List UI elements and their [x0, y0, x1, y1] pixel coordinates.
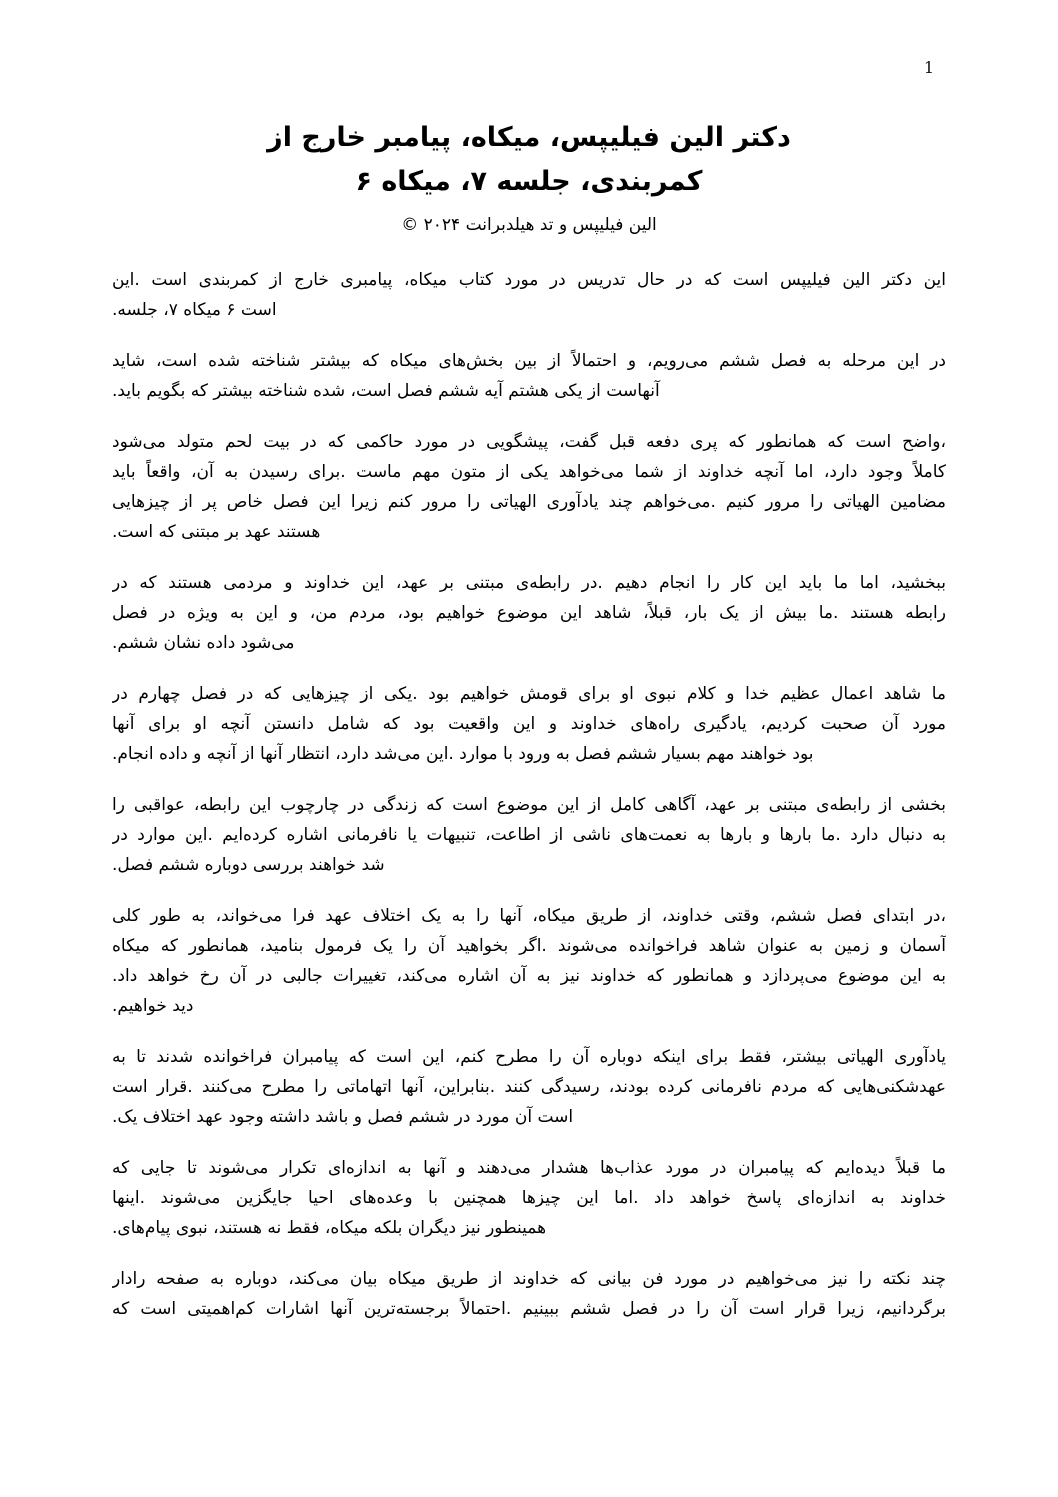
text-line: ببخشید، اما ما باید این کار را انجام دهیم .در رابطه‌ی مبتنی بر عهد، این خداوند و مردمی هستند که در [112, 573, 946, 593]
text-line: برگردانیم، زیرا قرار است آن را در فصل ششم ببینیم .احتمالاً برجسته‌ترین آنها اشارات کم‌اهمیتی است که [112, 1299, 946, 1319]
text-line: در این مرحله به فصل ششم می‌رویم، و احتمالاً از بین بخش‌های میکاه که بیشتر شناخته شده است، شاید [112, 351, 946, 371]
paragraph [112, 679, 946, 769]
text-line: کاملاً وجود دارد، اما آنچه خداوند از شما می‌خواهد یکی از متون مهم ماست .برای رسیدن به آن، واقعاً باید [112, 462, 946, 482]
text-line: یادآوری الهیاتی بیشتر، فقط برای اینکه دوباره آن را مطرح کنم، این است که پیامبران فراخوانده شدند تا به [112, 1047, 946, 1067]
text-line: به دنبال دارد .ما بارها و بارها به نعمت‌های ناشی از اطاعت، تنبیهات یا نافرمانی اشاره کرده‌ایم .این موارد در [112, 825, 946, 845]
text-line-last: است آن مورد در ششم فصل و باشد داشته وجود عهد اختلاف یک. [112, 1107, 574, 1127]
paragraph [112, 427, 946, 547]
text-line: عهدشکنی‌هایی که مردم نافرمانی کرده بودند، رسیدگی کنند .بنابراین، آنها اتهاماتی را مطرح می‌کنند .قرار است [112, 1077, 946, 1097]
text-line-last: دید خواهیم. [112, 996, 194, 1016]
byline-copyright: الین فیلیپس و تد هیلدبرانت ۲۰۲۴ © [401, 215, 657, 235]
content [112, 265, 946, 1324]
text-line: بخشی از رابطه‌ی مبتنی بر عهد، آگاهی کامل از این موضوع است که زندگی در چارچوب این رابطه، عواقبی را [112, 795, 946, 815]
text-line-last: است ۶ میکاه ۷، جلسه. [112, 300, 277, 320]
text-line: این دکتر الین فیلیپس است که در حال تدریس در مورد کتاب میکاه، پیامبری خارج از کمربندی است .این [112, 270, 946, 290]
text-line: چند نکته را نیز می‌خواهیم در مورد فن بیانی که خداوند از طریق میکاه بیان می‌کند، دوباره به صفحه رادار [112, 1269, 946, 1289]
text-line: آسمان و زمین به عنوان شاهد فراخوانده می‌شوند .اگر بخواهید آن را یک فرمول بنامید، همانطور که میکاه [112, 936, 946, 956]
page-title-line2: کمربندی، جلسه ۷، میکاه ۶ [355, 166, 703, 197]
paragraph [112, 265, 946, 325]
page-number: 1 [923, 58, 934, 77]
paragraph [112, 568, 946, 658]
text-line-last: همینطور نیز دیگران بلکه میکاه، فقط نه هستند، نبوی پیام‌های. [112, 1218, 547, 1238]
paragraph [112, 790, 946, 880]
page-title: دکتر الین فیلیپس، میکاه، پیامبر خارج از [267, 122, 791, 153]
paragraph [112, 1264, 946, 1324]
text-line: مورد آن صحبت کردیم، یادگیری راه‌های خداوند و این واقعیت بود که شامل دانستن آنچه او برای آنها [112, 714, 946, 734]
text-line: خداوند به اندازه‌ای پاسخ خواهد داد .اما این چیزها همچنین با وعده‌های احیا جایگزین می‌شوند .اینها [112, 1188, 946, 1208]
document-header [0, 0, 1058, 238]
text-line-last: می‌شود داده نشان ششم. [112, 633, 295, 653]
text-line-last: آنهاست از یکی هشتم آیه ششم فصل است، شده شناخته بیشتر که بگویم باید. [112, 381, 660, 401]
paragraph [112, 901, 946, 1021]
text-line: ما قبلاً دیده‌ایم که پیامبران در مورد عذاب‌ها هشدار می‌دهند و آنها به اندازه‌ای تکرار می‌شوند تا جایی که [112, 1158, 946, 1178]
text-line-last: هستند عهد بر مبتنی که است. [112, 522, 321, 542]
text-line: به این موضوع می‌پردازد و همانطور که خداوند نیز به آن اشاره می‌کند، تغییرات جالبی در آن رخ خواهد داد. [112, 966, 946, 986]
paragraph [112, 1042, 946, 1132]
text-line: ،در ابتدای فصل ششم، وقتی خداوند، از طریق میکاه، آنها را به یک اختلاف عهد فرا می‌خواند، به طور کلی [112, 906, 946, 926]
text-line-last: بود خواهند مهم بسیار ششم فصل به ورود با موارد .این می‌شد دارد، انتظار آنها از آنچه و داده انجام. [112, 744, 814, 764]
text-line: ما شاهد اعمال عظیم خدا و کلام نبوی او برای قومش خواهیم بود .یکی از چیزهایی که در فصل چهارم در [112, 684, 946, 704]
text-line: مضامین الهیاتی را مرور کنیم .می‌خواهم چند یادآوری الهیاتی را مرور کنم زیرا این فصل خاص پر از چیزهایی [112, 492, 946, 512]
text-line-last: شد خواهند بررسی دوباره ششم فصل. [112, 855, 385, 875]
text-line: رابطه هستند .ما بیش از یک بار، قبلاً، شاهد این موضوع خواهیم بود، مردم من، و این به ویژه در فصل [112, 603, 946, 623]
paragraph [112, 1153, 946, 1243]
text-line: ،واضح است که همانطور که پری دفعه قبل گفت، پیشگویی در مورد حاکمی که در بیت لحم متولد می‌شود [112, 432, 946, 452]
paragraph [112, 346, 946, 406]
